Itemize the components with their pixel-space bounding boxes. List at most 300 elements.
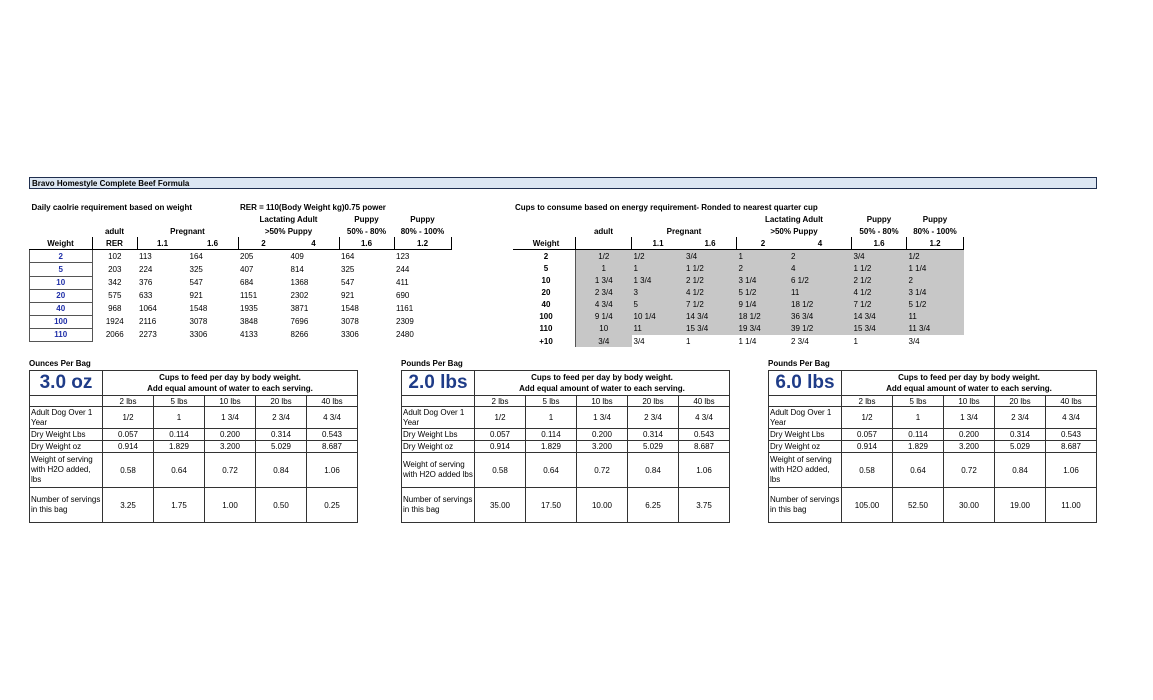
calorie-cell: 575 xyxy=(108,291,122,301)
bag-value-cell: 1/2 xyxy=(103,407,154,429)
weight-cell: 20 xyxy=(517,287,576,299)
cups-row xyxy=(513,287,964,299)
bag-column-header: 5 lbs xyxy=(154,396,205,407)
calorie-cell: 3078 xyxy=(189,317,208,327)
bag-value-cell: 1.829 xyxy=(893,441,944,453)
weight-cell: 5 xyxy=(517,262,576,274)
calorie-cell: 968 xyxy=(108,304,122,314)
bag-value-cell: 0.543 xyxy=(679,429,730,441)
calorie-cell: 814 xyxy=(290,265,304,275)
bag-row-label: Adult Dog Over 1 Year xyxy=(30,407,103,429)
calorie-cell: 123 xyxy=(396,252,410,262)
bag-value-cell: 0.057 xyxy=(103,429,154,441)
header-lactating-sub: >50% Puppy xyxy=(770,226,818,236)
cups-cell: 5 xyxy=(632,299,685,311)
calorie-cell: 8266 xyxy=(290,330,309,340)
header-puppy-b: Puppy xyxy=(410,214,435,224)
weight-cell: 110 xyxy=(517,323,576,335)
bag-value-cell: 0.64 xyxy=(526,453,577,488)
cups-cell: 2 xyxy=(907,275,964,287)
cups-cell: 1 3/4 xyxy=(632,275,685,287)
bag-row xyxy=(30,407,358,429)
bag-section-3 xyxy=(768,359,1097,523)
bag-instructions xyxy=(842,371,1097,396)
calorie-cell: 1935 xyxy=(240,304,258,314)
multiplier: 1.1 xyxy=(137,237,188,250)
cups-row xyxy=(513,250,964,263)
calorie-cell: 547 xyxy=(189,278,203,288)
bag-value-cell: 0.72 xyxy=(205,453,256,488)
bag-value-cell: 8.687 xyxy=(679,441,730,453)
calorie-cell: 164 xyxy=(341,252,355,262)
bag-value-cell: 3.200 xyxy=(205,441,256,453)
bag-value-cell: 0.114 xyxy=(893,429,944,441)
calorie-rows xyxy=(30,250,452,342)
bag-value-cell: 0.84 xyxy=(628,453,679,488)
bag-value-cell: 1/2 xyxy=(475,407,526,429)
header-puppy-a: Puppy xyxy=(866,214,892,224)
calorie-cell: 224 xyxy=(139,265,153,275)
calorie-cell: 1368 xyxy=(290,278,309,288)
weight-cell: 110 xyxy=(30,328,93,341)
calorie-requirement-table xyxy=(29,201,452,342)
header-adult: adult xyxy=(104,226,125,236)
calorie-cell: 2302 xyxy=(290,291,309,301)
multiplier: 2 xyxy=(238,237,289,250)
bag-value-cell: 1 xyxy=(526,407,577,429)
bag-value-cell: 3.75 xyxy=(679,488,730,523)
calorie-cell: 4133 xyxy=(240,330,258,340)
cups-cell: 1 xyxy=(686,336,691,346)
cups-cell: 18 1/2 xyxy=(737,311,790,323)
bag-row-label: Dry Weight Lbs xyxy=(30,429,103,441)
header-lactating-sub: >50% Puppy xyxy=(264,226,313,236)
cups-cell: 2 3/4 xyxy=(791,336,809,346)
calorie-row xyxy=(30,328,452,341)
bag-value-cell: 4 3/4 xyxy=(1046,407,1097,429)
cups-cell: 11 xyxy=(789,287,852,299)
cups-cell: 3/4 xyxy=(576,335,632,347)
cups-cell: 5 1/2 xyxy=(737,287,790,299)
cups-cell: 6 1/2 xyxy=(789,275,852,287)
bag-row xyxy=(769,453,1097,488)
bag-row xyxy=(769,441,1097,453)
cups-cell: 7 1/2 xyxy=(684,299,737,311)
cups-cell: 2 1/2 xyxy=(852,275,907,287)
bag-table xyxy=(401,370,730,523)
bag-value-cell: 0.200 xyxy=(205,429,256,441)
calorie-cell: 244 xyxy=(396,265,410,275)
cups-cell: 18 1/2 xyxy=(789,299,852,311)
bag-size: 6.0 lbs xyxy=(769,371,842,396)
cups-cell: 39 1/2 xyxy=(789,323,852,335)
bag-caption: Pounds Per Bag xyxy=(401,359,463,368)
bag-value-cell: 1.06 xyxy=(679,453,730,488)
bag-caption: Pounds Per Bag xyxy=(768,359,830,368)
header-rer: RER xyxy=(92,237,137,250)
bag-instructions-line2: Add equal amount of water to each serving. xyxy=(519,384,685,393)
multiplier: 2 xyxy=(737,237,790,250)
calorie-cell: 1548 xyxy=(341,304,359,314)
bag-value-cell: 0.84 xyxy=(995,453,1046,488)
bag-row-label: Weight of serving with H2O added lbs xyxy=(402,453,475,488)
calorie-cell: 342 xyxy=(108,278,122,288)
cups-cell: 10 xyxy=(576,323,632,335)
bag-column-header: 20 lbs xyxy=(256,396,307,407)
calorie-cell: 1151 xyxy=(240,291,258,301)
bag-row xyxy=(402,453,730,488)
cups-cell: 1 3/4 xyxy=(576,275,632,287)
weight-cell: 10 xyxy=(517,275,576,287)
calorie-cell: 407 xyxy=(240,265,254,275)
bag-caption: Ounces Per Bag xyxy=(29,359,91,368)
calorie-cell: 102 xyxy=(108,252,122,262)
bag-value-cell: 6.25 xyxy=(628,488,679,523)
bag-instructions-line1: Cups to feed per day by body weight. xyxy=(531,373,673,382)
bag-row xyxy=(769,488,1097,523)
cups-cell: 5 1/2 xyxy=(907,299,964,311)
bag-value-cell: 1 3/4 xyxy=(577,407,628,429)
calorie-cell: 2116 xyxy=(139,317,157,327)
bag-value-cell: 0.314 xyxy=(995,429,1046,441)
bag-value-cell: 0.200 xyxy=(577,429,628,441)
bag-value-cell: 1 3/4 xyxy=(205,407,256,429)
cups-cell: 11 xyxy=(907,311,964,323)
bag-row xyxy=(30,429,358,441)
cups-cell: 11 3/4 xyxy=(907,323,964,335)
bag-value-cell: 19.00 xyxy=(995,488,1046,523)
calorie-cell: 376 xyxy=(139,278,153,288)
calorie-row xyxy=(30,315,452,328)
cups-cell: 1 1/4 xyxy=(907,262,964,274)
cups-cell: 1 xyxy=(737,250,790,263)
bag-value-cell: 0.64 xyxy=(154,453,205,488)
bag-value-cell: 0.58 xyxy=(475,453,526,488)
bag-row xyxy=(30,488,358,523)
cups-cell: 11 xyxy=(632,323,685,335)
header-lactating: Lactating Adult xyxy=(259,214,318,224)
cups-cell: 4 3/4 xyxy=(576,299,632,311)
calorie-cell: 1924 xyxy=(105,317,124,327)
weight-cell: 100 xyxy=(30,315,93,328)
bag-value-cell: 2 3/4 xyxy=(628,407,679,429)
cups-cell: 15 3/4 xyxy=(852,323,907,335)
bag-instructions-line2: Add equal amount of water to each serving. xyxy=(886,384,1052,393)
bag-row-label: Dry Weight Lbs xyxy=(402,429,475,441)
bag-column-header: 20 lbs xyxy=(628,396,679,407)
bag-column-header: 40 lbs xyxy=(307,396,358,407)
bag-instructions-line1: Cups to feed per day by body weight. xyxy=(159,373,301,382)
calorie-cell: 3306 xyxy=(189,330,208,340)
header-puppy-range-a: 50% - 80% xyxy=(346,226,387,236)
weight-cell: 2 xyxy=(30,250,93,263)
bag-table xyxy=(29,370,358,523)
bag-value-cell: 0.72 xyxy=(944,453,995,488)
cups-cell: 1 1/2 xyxy=(684,262,737,274)
cups-cell: 1 xyxy=(576,262,632,274)
bag-row xyxy=(30,441,358,453)
bag-value-cell: 0.114 xyxy=(526,429,577,441)
bag-row-label: Number of servings in this bag xyxy=(402,488,475,523)
bag-column-header: 40 lbs xyxy=(679,396,730,407)
cups-cell: 2 xyxy=(789,250,852,263)
cups-cell: 3/4 xyxy=(908,336,920,346)
cups-row xyxy=(513,335,964,347)
bag-row-label: Number of servings in this bag xyxy=(30,488,103,523)
cups-rows xyxy=(513,250,964,347)
bag-value-cell: 10.00 xyxy=(577,488,628,523)
bag-column-header: 10 lbs xyxy=(577,396,628,407)
cups-cell: 10 1/4 xyxy=(632,311,685,323)
calorie-cell: 411 xyxy=(396,278,409,288)
calorie-cell: 7696 xyxy=(290,317,309,327)
bag-value-cell: 0.84 xyxy=(256,453,307,488)
weight-cell: 10 xyxy=(30,276,93,289)
bag-instructions-line2: Add equal amount of water to each serving. xyxy=(147,384,313,393)
bag-row-label: Weight of serving with H2O added, lbs xyxy=(769,453,842,488)
calorie-cell: 1548 xyxy=(189,304,208,314)
bag-value-cell: 35.00 xyxy=(475,488,526,523)
bag-row-label: Dry Weight oz xyxy=(769,441,842,453)
bag-value-cell: 0.543 xyxy=(307,429,358,441)
bag-instructions xyxy=(475,371,730,396)
bag-row-label: Dry Weight oz xyxy=(402,441,475,453)
cups-cell: 1 xyxy=(632,262,685,274)
calorie-row xyxy=(30,289,452,302)
cups-cell: 4 1/2 xyxy=(684,287,737,299)
cups-cell: 9 1/4 xyxy=(576,311,632,323)
bag-value-cell: 1.06 xyxy=(1046,453,1097,488)
calorie-cell: 2480 xyxy=(396,330,414,340)
cups-cell: 3/4 xyxy=(852,250,907,263)
header-puppy-range-b: 80% - 100% xyxy=(913,226,957,236)
cups-cell: 15 3/4 xyxy=(684,323,737,335)
calorie-cell: 921 xyxy=(341,291,355,301)
bag-value-cell: 0.200 xyxy=(944,429,995,441)
bag-value-cell: 4 3/4 xyxy=(679,407,730,429)
bag-value-cell: 11.00 xyxy=(1046,488,1097,523)
bag-row-label: Dry Weight Lbs xyxy=(769,429,842,441)
calorie-cell: 3871 xyxy=(290,304,309,314)
bag-value-cell: 1/2 xyxy=(842,407,893,429)
weight-cell: 2 xyxy=(517,250,576,263)
bag-value-cell: 5.029 xyxy=(995,441,1046,453)
bag-value-cell: 1.75 xyxy=(154,488,205,523)
bag-value-cell: 0.914 xyxy=(103,441,154,453)
bag-value-cell: 1 3/4 xyxy=(944,407,995,429)
cups-cell: 2 xyxy=(737,262,790,274)
header-lactating: Lactating Adult xyxy=(765,214,823,224)
calorie-cell: 1161 xyxy=(396,304,414,314)
weight-cell: +10 xyxy=(517,335,576,347)
cups-cell: 9 1/4 xyxy=(737,299,790,311)
bag-value-cell: 0.314 xyxy=(256,429,307,441)
cups-row xyxy=(513,262,964,274)
bag-value-cell: 2 3/4 xyxy=(256,407,307,429)
bag-column-header: 40 lbs xyxy=(1046,396,1097,407)
header-weight: Weight xyxy=(517,237,576,250)
bag-value-cell: 0.58 xyxy=(103,453,154,488)
bag-column-header: 10 lbs xyxy=(944,396,995,407)
bag-row-label: Adult Dog Over 1 Year xyxy=(402,407,475,429)
calorie-cell: 409 xyxy=(290,252,304,262)
calorie-cell: 3078 xyxy=(341,317,359,327)
cups-cell: 1 1/4 xyxy=(738,336,757,346)
calorie-row xyxy=(30,263,452,276)
calorie-cell: 205 xyxy=(240,252,254,262)
calorie-cell: 3848 xyxy=(240,317,258,327)
bag-row-label: Number of servings in this bag xyxy=(769,488,842,523)
multiplier: 1.6 xyxy=(852,237,907,250)
bag-value-cell: 8.687 xyxy=(1046,441,1097,453)
calorie-cell: 2066 xyxy=(105,330,124,340)
cups-row xyxy=(513,323,964,335)
calorie-cell: 3306 xyxy=(341,330,359,340)
calorie-row xyxy=(30,250,452,263)
bag-value-cell: 1 xyxy=(154,407,205,429)
bag-section-1 xyxy=(29,359,358,523)
bag-value-cell: 52.50 xyxy=(893,488,944,523)
calorie-cell: 1064 xyxy=(139,304,157,314)
sheet-title: Bravo Homestyle Complete Beef Formula xyxy=(29,177,1097,189)
cups-cell: 2 1/2 xyxy=(684,275,737,287)
bag-column-header: 20 lbs xyxy=(995,396,1046,407)
bag-value-cell: 0.914 xyxy=(842,441,893,453)
bag-row xyxy=(30,453,358,488)
bag-value-cell: 17.50 xyxy=(526,488,577,523)
multiplier: 1.6 xyxy=(684,237,737,250)
bag-row xyxy=(402,488,730,523)
calorie-cell: 684 xyxy=(240,278,254,288)
bag-value-cell: 0.114 xyxy=(154,429,205,441)
bag-column-header: 5 lbs xyxy=(893,396,944,407)
bag-row-label: Adult Dog Over 1 Year xyxy=(769,407,842,429)
bag-row xyxy=(769,429,1097,441)
cups-cell: 19 3/4 xyxy=(737,323,790,335)
calorie-row xyxy=(30,302,452,315)
calorie-cell: 203 xyxy=(108,265,122,275)
bag-value-cell: 0.057 xyxy=(842,429,893,441)
calorie-table-caption: Daily caolrie requirement based on weight xyxy=(31,202,192,212)
weight-cell: 40 xyxy=(517,299,576,311)
weight-cell: 100 xyxy=(517,311,576,323)
cups-table xyxy=(513,201,964,347)
cups-table-caption: Cups to consume based on energy requirement- Ronded to nearest quarter cup xyxy=(515,202,818,212)
header-puppy-b: Puppy xyxy=(922,214,948,224)
header-puppy-a: Puppy xyxy=(354,214,379,224)
rer-formula: RER = 110(Body Weight kg)0.75 power xyxy=(240,202,386,212)
header-pregnant: Pregnant xyxy=(666,226,702,236)
weight-cell: 20 xyxy=(30,289,93,302)
calorie-cell: 2309 xyxy=(396,317,414,327)
calorie-cell: 690 xyxy=(396,291,410,301)
multiplier: 1.2 xyxy=(394,237,451,250)
bag-column-header: 2 lbs xyxy=(475,396,526,407)
cups-cell: 3/4 xyxy=(633,336,645,346)
bag-value-cell: 0.314 xyxy=(628,429,679,441)
bag-value-cell: 1.06 xyxy=(307,453,358,488)
cups-cell: 1/2 xyxy=(632,250,685,263)
cups-cell: 4 xyxy=(789,262,852,274)
header-pregnant: Pregnant xyxy=(170,226,205,236)
multiplier: 1.1 xyxy=(632,237,685,250)
calorie-cell: 113 xyxy=(139,252,152,262)
multiplier: 4 xyxy=(289,237,340,250)
bag-value-cell: 5.029 xyxy=(256,441,307,453)
cups-cell: 7 1/2 xyxy=(852,299,907,311)
bag-value-cell: 0.72 xyxy=(577,453,628,488)
header-puppy-range-b: 80% - 100% xyxy=(400,226,445,236)
calorie-row xyxy=(30,276,452,289)
bag-value-cell: 1.00 xyxy=(205,488,256,523)
cups-cell: 14 3/4 xyxy=(852,311,907,323)
cups-row xyxy=(513,299,964,311)
bag-column-header: 10 lbs xyxy=(205,396,256,407)
bag-value-cell: 1.829 xyxy=(526,441,577,453)
calorie-cell: 325 xyxy=(341,265,355,275)
bag-row xyxy=(402,441,730,453)
cups-cell: 36 3/4 xyxy=(789,311,852,323)
cups-cell: 1/2 xyxy=(576,250,632,263)
calorie-cell: 325 xyxy=(189,265,203,275)
bag-value-cell: 8.687 xyxy=(307,441,358,453)
bag-value-cell: 0.58 xyxy=(842,453,893,488)
bag-row xyxy=(402,407,730,429)
bag-value-cell: 0.64 xyxy=(893,453,944,488)
bag-value-cell: 1 xyxy=(893,407,944,429)
bag-value-cell: 0.543 xyxy=(1046,429,1097,441)
cups-row xyxy=(513,275,964,287)
weight-cell: 40 xyxy=(30,302,93,315)
calorie-cell: 2273 xyxy=(139,330,157,340)
bag-value-cell: 0.25 xyxy=(307,488,358,523)
bag-section-2 xyxy=(401,359,730,523)
bag-value-cell: 2 3/4 xyxy=(995,407,1046,429)
bag-value-cell: 3.200 xyxy=(577,441,628,453)
bag-row xyxy=(402,429,730,441)
header-weight: Weight xyxy=(30,237,93,250)
bag-value-cell: 1.829 xyxy=(154,441,205,453)
cups-cell: 3 1/4 xyxy=(907,287,964,299)
bag-row xyxy=(769,407,1097,429)
bag-instructions xyxy=(103,371,358,396)
bag-instructions-line1: Cups to feed per day by body weight. xyxy=(898,373,1040,382)
bag-column-header: 2 lbs xyxy=(103,396,154,407)
cups-cell: 3/4 xyxy=(684,250,737,263)
bag-row-label: Weight of serving with H2O added, lbs xyxy=(30,453,103,488)
cups-row xyxy=(513,311,964,323)
bag-size: 3.0 oz xyxy=(30,371,103,396)
bag-value-cell: 0.914 xyxy=(475,441,526,453)
cups-cell: 2 3/4 xyxy=(576,287,632,299)
bag-table xyxy=(768,370,1097,523)
bag-value-cell: 4 3/4 xyxy=(307,407,358,429)
bag-value-cell: 0.50 xyxy=(256,488,307,523)
calorie-cell: 164 xyxy=(189,252,203,262)
cups-cell: 1 xyxy=(853,336,858,346)
header-puppy-range-a: 50% - 80% xyxy=(859,226,899,236)
multiplier: 1.6 xyxy=(188,237,239,250)
multiplier: 1.2 xyxy=(907,237,964,250)
bag-row-label: Dry Weight oz xyxy=(30,441,103,453)
bag-value-cell: 30.00 xyxy=(944,488,995,523)
multiplier: 1.6 xyxy=(339,237,394,250)
bag-column-header: 5 lbs xyxy=(526,396,577,407)
weight-cell: 5 xyxy=(30,263,93,276)
cups-cell: 1/2 xyxy=(907,250,964,263)
bag-value-cell: 105.00 xyxy=(842,488,893,523)
calorie-cell: 921 xyxy=(189,291,203,301)
